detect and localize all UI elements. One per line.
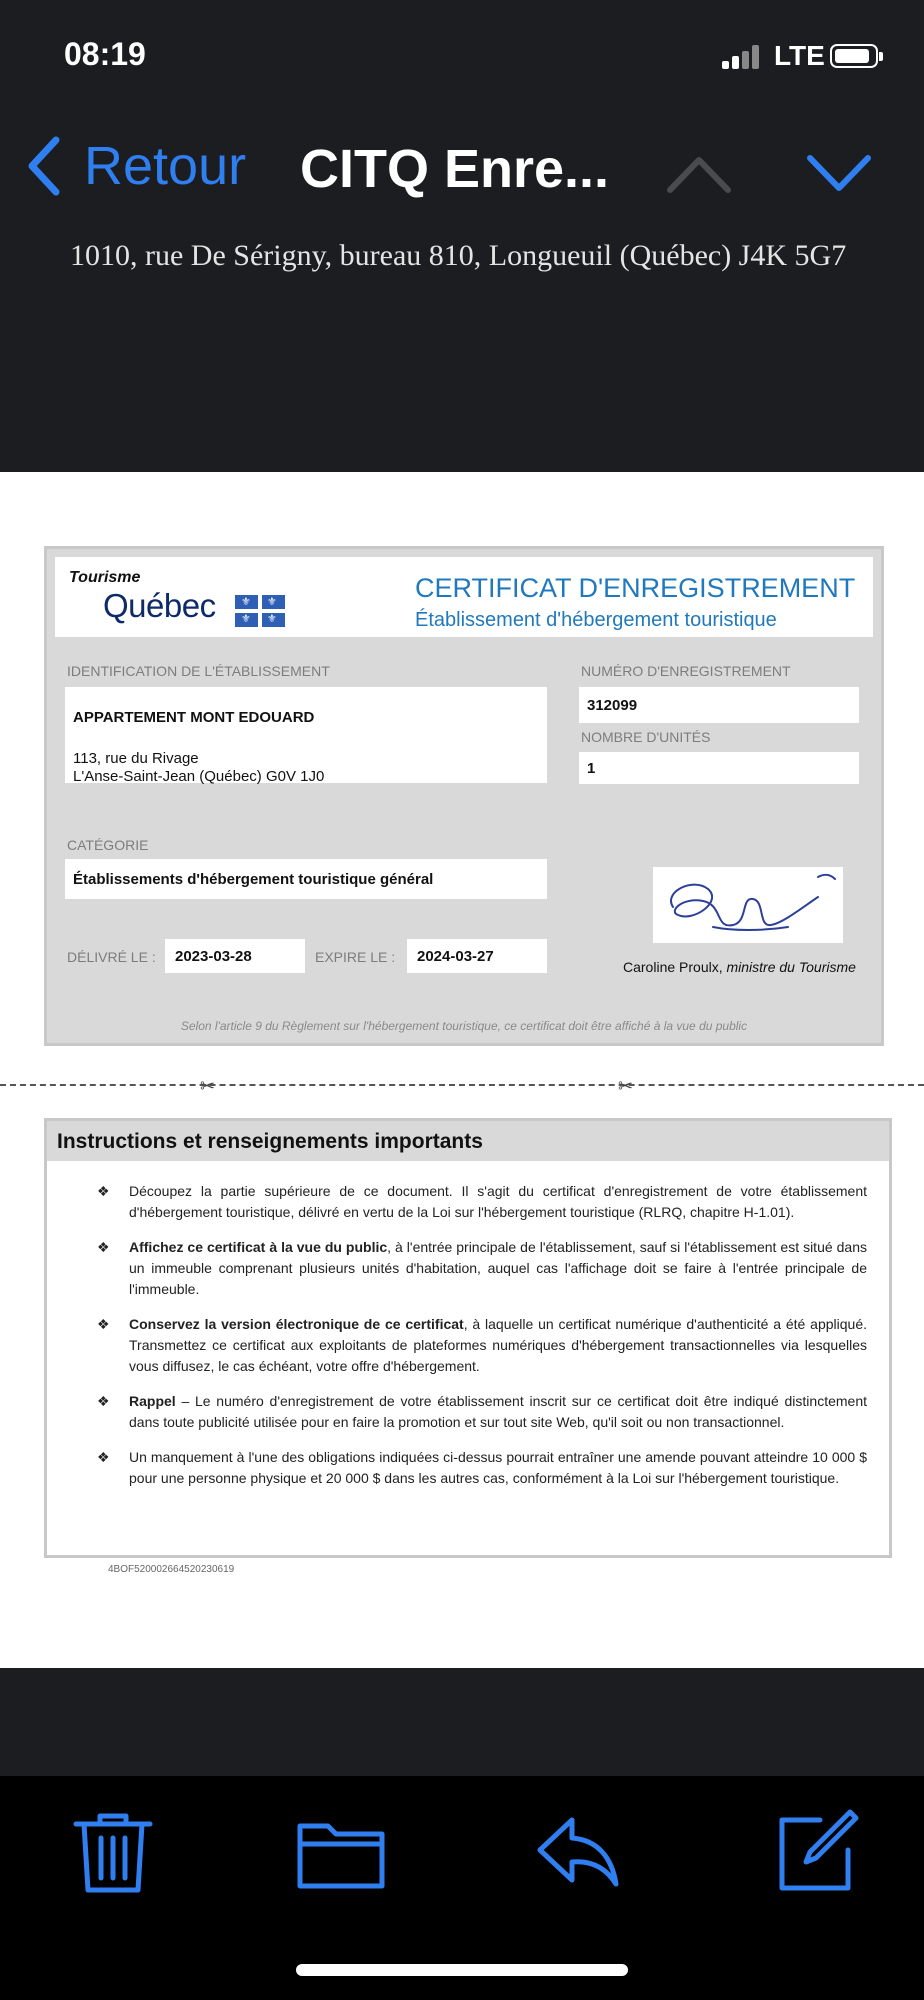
registration-certificate [44,546,884,1046]
home-indicator[interactable] [296,1964,628,1976]
status-time: 08:19 [64,36,146,72]
minister-signature [653,867,843,943]
instructions-header [47,1121,889,1161]
document-id: 4BOF520002664520230619 [108,1564,235,1575]
battery-icon [830,44,878,68]
issued-label: DÉLIVRÉ LE : [67,949,156,965]
units-count: 1 [587,760,596,777]
list-item: ❖ Affichez ce certificat à la vue du public, à l'entrée principale de l'établissement, sauf si l'établissement est situé dans un immeuble comprenant plusieurs unités d'habitation, auquel cas l'affichage doit se faire à l'entrée principale de l'immeuble. [97,1239,867,1297]
network-type: LTE [774,40,825,71]
expires-date: 2024-03-27 [417,948,494,965]
cellular-signal-icon [722,45,766,69]
next-message-button[interactable] [804,152,874,196]
list-item: ❖ Rappel – Le numéro d'enregistrement de votre établissement inscrit sur ce certificat doit être indiqué distinctement dans toute publicité utilisée pour en faire la promotion et sur tout site Web, qu'il soit ou non transactionnel. [97,1393,867,1430]
units-box [579,752,859,784]
certificate-title: CERTIFICAT D'ENREGISTREMENT [415,573,856,603]
certificate-subtitle: Établissement d'hébergement touristique [415,609,777,631]
folder-icon[interactable] [296,1806,386,1896]
category-box [65,859,547,899]
identification-label: IDENTIFICATION DE L'ÉTABLISSEMENT [67,663,330,679]
quebec-flag-icon: ⚜ ⚜ ⚜ ⚜ [235,595,285,627]
list-item: ❖ Conservez la version électronique de ce certificat, à laquelle un certificat numérique d'authenticité a été appliqué. Transmettez ce certificat aux exploitants de plateformes numériques d'hébergement transactionnelles via lesquelles vous diffusez, le cas échéant, votre offre d'hébergement. [97,1316,867,1374]
chevron-left-icon [26,134,66,198]
establishment-address-line2: L'Anse-Saint-Jean (Québec) G0V 1J0 [73,768,325,785]
units-label: NOMBRE D'UNITÉS [581,729,711,745]
establishment-name: APPARTEMENT MONT EDOUARD [73,709,315,726]
status-bar [0,0,924,110]
registration-number-label: NUMÉRO D'ENREGISTREMENT [581,663,791,679]
instructions-list [97,1181,867,1503]
minister-name: Caroline Proulx, ministre du Tourisme [623,959,856,975]
back-label: Retour [84,136,247,196]
document-footer-area [0,1668,924,1776]
establishment-box [65,687,547,783]
issued-date: 2023-03-28 [175,948,252,965]
instructions-panel [44,1118,892,1558]
display-requirement-note: Selon l'article 9 du Règlement sur l'hébergement touristique, ce certificat doit être affiché à la vue du public [180,1019,748,1033]
document-header-area [0,236,924,472]
registration-number: 312099 [587,697,638,714]
instructions-title: Instructions et renseignements importants [57,1130,483,1153]
sender-address: 1010, rue De Sérigny, bureau 810, Longueuil (Québec) J4K 5G7 [70,239,847,272]
list-item: ❖ Un manquement à l'une des obligations indiquées ci-dessus pourrait entraîner une amende pouvant atteindre 10 000 $ pour une personne physique et 20 000 $ dans les autres cas, conformément à la Loi sur l'hébergement touristique. [97,1449,867,1486]
issued-date-box [165,939,305,973]
establishment-address-line1: 113, rue du Rivage [73,750,199,767]
registration-number-box [579,687,859,723]
trash-icon[interactable] [68,1806,158,1896]
list-item: ❖ Découpez la partie supérieure de ce document. Il s'agit du certificat d'enregistrement de votre établissement d'hébergement touristique, délivré en vertu de la Loi sur l'hébergement touristique (RLRQ, chapitre H-1.01). [97,1183,867,1220]
category-label: CATÉGORIE [67,837,149,853]
expires-label: EXPIRE LE : [315,949,396,965]
previous-message-button[interactable] [664,152,734,196]
logo-tourisme-text: Tourisme [69,569,141,586]
logo-quebec-text: Québec [103,587,216,624]
reply-icon[interactable] [532,1806,622,1896]
expires-date-box [407,939,547,973]
document-page[interactable] [0,472,924,1668]
certificate-header [55,557,873,637]
compose-icon[interactable] [770,1806,860,1896]
scissors-icon: ✂ [618,1076,634,1096]
navigation-bar [0,110,924,236]
category-value: Établissements d'hébergement touristique général [73,871,434,888]
scissors-icon: ✂ [200,1076,216,1096]
cut-line [0,1084,924,1086]
back-button[interactable] [26,136,246,196]
page-title: CITQ Enre... [300,139,610,199]
